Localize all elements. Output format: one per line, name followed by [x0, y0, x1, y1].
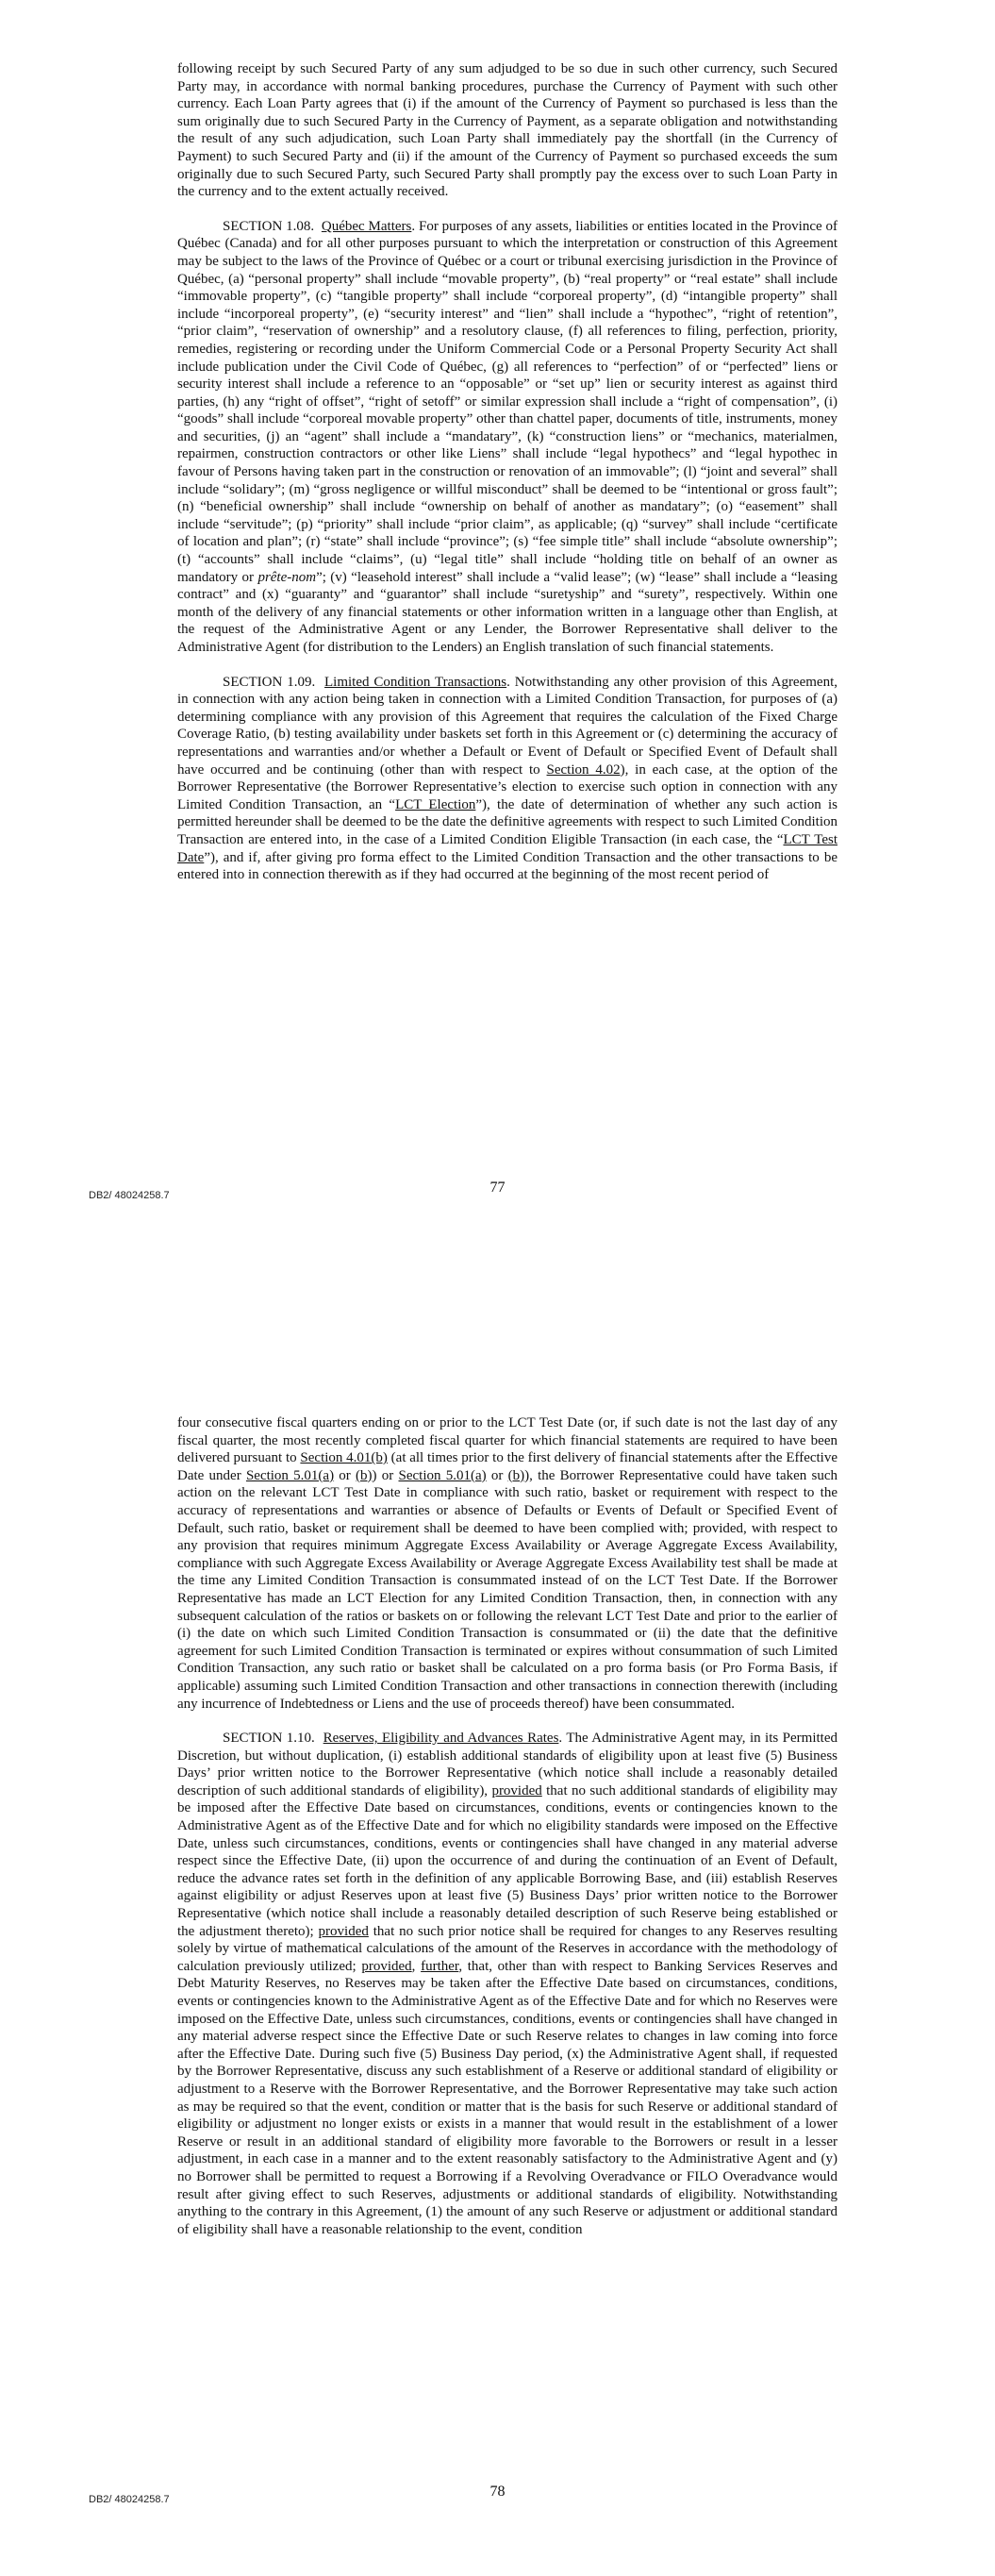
carryover-paragraph — [177, 1414, 837, 1713]
section-1-09-text-1: . Notwithstanding any other provision of this Agreement, in connection with any action being taken in connection with a Limited Condition Transaction, for purposes of (a) determining compliance with any provision of this Agreement that requires the calculation of the Fixed Charge Coverage Ratio, (b) testing availability under baskets set forth in this Agreement or (c) determining the accuracy of representations and warranties and/or whether a Default or Event of Default or Specified Event of Default shall have occurred and be continuing (other than with respect to — [177, 674, 837, 778]
carryover-text-6: ), the Borrower Representative could have taken such action on the relevant LCT Test Date in compliance with such ratio, basket or requirement with respect to the accuracy of representations and warranties or absence of Defaults or Events of Default or Specified Event of Default, such ratio, basket or requirement shall be deemed to have been complied with; provided, with respect to any provision that requires minimum Aggregate Excess Availability or Average Aggregate Excess Availability, compliance with such Aggregate Excess Availability or Average Aggregate Excess Availability test shall be made at the time any Limited Condition Transaction is consummated instead of on the LCT Test Date. If the Borrower Representative has made an LCT Election for any Limited Condition Transaction, then, in connection with any subsequent calculation of the ratios or baskets on or following the relevant LCT Test Date and prior to the earlier of (i) the date on which such Limited Condition Transaction is consummated or (ii) the date that the definitive agreement for such Limited Condition Transaction is terminated or expires without consummation of such Limited Condition Transaction, any such ratio or basket shall be calculated on a pro forma basis (or Pro Forma Basis, if applicable) assuming such Limited Condition Transaction and other transactions in connection therewith (including any incurrence of Indebtedness or Liens and the use of proceeds thereof) have been consummated. — [177, 1467, 838, 1712]
carryover-text-1: four consecutive fiscal quarters ending on or prior to the LCT Test Date (or, if such date is not the last day of any fiscal quarter, the most recently completed fiscal quarter for which financial statements are required to have been delivered pursuant to — [177, 1415, 837, 1466]
section-1-09-text-3: ”), the date of determination of whether any such action is permitted hereunder shall be deemed to be the date the definitive agreements with respect to such Limited Condition Transaction are entered into, in the case of a Limited Condition Eligible Transaction (in each case, the “ — [177, 796, 837, 847]
section-4-01b-reference: Section 4.01(b) — [300, 1450, 388, 1466]
page-78-body — [177, 1414, 837, 2255]
page-number: 77 — [489, 1179, 506, 1196]
section-1-10-label: SECTION 1.10. — [223, 1731, 315, 1747]
section-1-09-title: Limited Condition Transactions — [324, 674, 507, 690]
section-1-08-italic-term: prête-nom — [257, 569, 317, 585]
carryover-text-2: (at all times prior to the first delivery of financial statements after the Effective Date under — [177, 1450, 838, 1483]
section-5-01a-reference: Section 5.01(a) — [245, 1467, 335, 1483]
further-term: further — [421, 1958, 459, 1974]
page-78 — [0, 1288, 995, 2576]
section-4-02-reference: Section 4.02 — [546, 761, 621, 778]
section-1-09-paragraph — [177, 674, 837, 884]
section-5-01b-reference: (b) — [356, 1467, 373, 1483]
carryover-paragraph: following receipt by such Secured Party of any sum adjudged to be so due in such other currency, such Secured Party may, in accordance with normal banking procedures, purchase the Currency of Payment with such other currency. Each Loan Party agrees that (i) if the amount of the Currency of Payment so purchased is less than the sum originally due to such Secured Party in the Currency of Payment, as a separate obligation and notwithstanding the result of any such adjudication, such Loan Party shall immediately pay the shortfall (in the Currency of Payment) to such Secured Party and (ii) if the amount of the Currency of Payment so purchased exceeds the sum originally due to such Secured Party, such Secured Party shall promptly pay the excess over to such Loan Party in the currency and to the extent actually received. — [177, 61, 837, 200]
section-1-10-title: Reserves, Eligibility and Advances Rates — [323, 1731, 559, 1747]
section-5-01a-reference-2: Section 5.01(a) — [398, 1467, 487, 1483]
section-1-08-title: Québec Matters — [321, 218, 412, 234]
document-id: DB2/ 48024258.7 — [89, 2494, 170, 2505]
section-1-09-text-2: ), in each case, at the option of the Borrower Representative (the Borrower Representative’s election to exercise such option in connection with any Limited Condition Transaction, an “ — [177, 761, 837, 812]
section-1-09-label: SECTION 1.09. — [223, 674, 316, 690]
section-1-08-text-1: . For purposes of any assets, liabilities or entities located in the Province of Québec (Canada) and for all other purposes pursuant to which the interpretation or construction of this Agreement may be subject to the laws of the Province of Québec or a court or tribunal exercising jurisdiction in the Province of Québec, (a) “personal property” shall include “movable property”, (b) “real property” or “real estate” shall include “immovable property”, (c) “tangible property” shall include “corporeal property”, (d) “intangible property” shall include “incorporeal property”, (e) “security interest” and “lien” shall include a “hypothec”, “right of retention”, “prior claim”, “reservation of ownership” and a resolutory clause, (f) all references to filing, perfection, priority, remedies, registering or recording under the Uniform Commercial Code or a Personal Property Security Act shall include publication under the Civil Code of Québec, (g) all references to “perfection” of or “perfected” liens or security interest shall include a reference to an “opposable” or “set up” lien or security interest as against third parties, (h) any “right of offset”, “right of setoff” or similar expression shall include a “right of compensation”, (i) “goods” shall include “corporeal movable property” other than chattel paper, documents of title, instruments, money and securities, (j) an “agent” shall include a “mandatary”, (k) “construction liens” or “mechanics, materialmen, repairmen, construction contractors or other like Liens” shall include “legal hypothecs” and “legal hypothec in favour of Persons having taken part in the construction or renovation of an immovable”; (l) “joint and several” shall include “solidary”; (m) “gross negligence or willful misconduct” shall be deemed to be “intentional or gross fault”; (n) “beneficial ownership” shall include “ownership on behalf of another as mandatary”; (o) “easement” shall include “servitude”; (p) “priority” shall include “prior claim”, as applicable; (q) “survey” shall include “certificate of location and plan”; (r) “state” shall include “province”; (s) “fee simple title” shall include “absolute ownership”; (t) “accounts” shall include “claims”, (u) “legal title” shall include “holding title on behalf of an owner as mandatory or — [177, 218, 837, 585]
section-1-10-text-4: , — [411, 1958, 422, 1974]
lct-election-definition: LCT Election — [395, 796, 476, 812]
section-1-10-paragraph — [177, 1730, 837, 2238]
lct-test-date-definition: LCT Test Date — [177, 831, 837, 865]
carryover-text-3: or — [334, 1467, 357, 1483]
page-number: 78 — [489, 2484, 506, 2500]
provided-term-2: provided — [318, 1923, 369, 1939]
section-5-01b-reference-2: (b) — [507, 1467, 525, 1483]
section-1-10-text-2: that no such additional standards of eligibility may be imposed after the Effective Date based on circumstances, conditions, events or contingencies known to the Administrative Agent as of the Effective Date and for which no eligibility standards were imposed on the Effective Date, unless such circumstances, conditions, events or contingencies shall have changed in any material adverse respect since the Effective Date, (ii) upon the occurrence of and during the continuation of an Event of Default, reduce the advance rates set forth in the definition of any applicable Borrowing Base, and (iii) establish Reserves against eligibility or adjust Reserves upon at least five (5) Business Days’ prior written notice to the Borrower Representative (which notice shall include a reasonably detailed description of such Reserve being established or the adjustment thereto); — [177, 1782, 837, 1939]
provided-term: provided — [491, 1782, 542, 1798]
section-1-08-label: SECTION 1.08. — [223, 218, 315, 234]
section-1-10-text-5: , that, other than with respect to Banking Services Reserves and Debt Maturity Reserves, no Reserves may be taken after the Effective Date based on circumstances, conditions, events or contingencies known to the Administrative Agent as of the Effective Date and for which no Reserves were imposed on the Effective Date, unless such circumstances, conditions, events or contingencies shall have changed in any material adverse respect since the Effective Date or such Reserve relates to changes in law coming into force after the Effective Date. During such five (5) Business Day period, (x) the Administrative Agent shall, if requested by the Borrower Representative, discuss any such establishment of a Reserve or additional standard of eligibility or adjustment to a Reserve with the Borrower Representative, and the Borrower Representative may take such action as may be required so that the event, condition or matter that is the basis for such Reserve or additional standard of eligibility or adjustment no longer exists or exists in a manner that would result in the establishment of a lower Reserve or result in an additional standard of eligibility more favorable to the Borrowers or result in a lesser adjustment, in each case in a manner and to the extent reasonably satisfactory to the Administrative Agent and (y) no Borrower shall be permitted to request a Borrowing if a Revolving Overadvance or FILO Overadvance would result after giving effect to such Reserves, adjustments or additional standards of eligibility. Notwithstanding anything to the contrary in this Agreement, (1) the amount of any such Reserve or adjustment or additional standard of eligibility shall have a reasonable relationship to the event, condition — [177, 1958, 838, 2237]
section-1-10-text-1: . The Administrative Agent may, in its Permitted Discretion, but without duplication, (i) establish additional standards of eligibility upon at least five (5) Business Days’ prior written notice to the Borrower Representative (which notice shall include a reasonably detailed description of such additional standards of eligibility), — [177, 1731, 837, 1798]
carryover-text-5: or — [486, 1467, 508, 1483]
section-1-10-text-3: that no such prior notice shall be required for changes to any Reserves resulting solely by virtue of mathematical calculations of the amount of the Reserves in accordance with the methodology of calculation previously utilized; — [177, 1923, 837, 1974]
page-77-body — [177, 60, 837, 901]
provided-term-3: provided — [361, 1958, 412, 1974]
document-id: DB2/ 48024258.7 — [89, 1190, 170, 1201]
section-1-08-paragraph — [177, 218, 837, 657]
carryover-text-4: ) or — [372, 1467, 399, 1483]
section-1-09-text-4: ”), and if, after giving pro forma effect to the Limited Condition Transaction and the other transactions to be entered into in connection therewith as if they had occurred at the beginning of the most recent period of — [177, 849, 837, 883]
section-1-08-text-2: ”; (v) “leasehold interest” shall include a “valid lease”; (w) “lease” shall include a “leasing contract” and (x) “guaranty” and “guarantor” shall include “suretyship” and “surety”, respectively. Within one month of the delivery of any financial statements or other information written in a language other than English, at the request of the Administrative Agent or any Lender, the Borrower Representative shall deliver to the Administrative Agent (for distribution to the Lenders) an English translation of such financial statements. — [177, 569, 838, 655]
